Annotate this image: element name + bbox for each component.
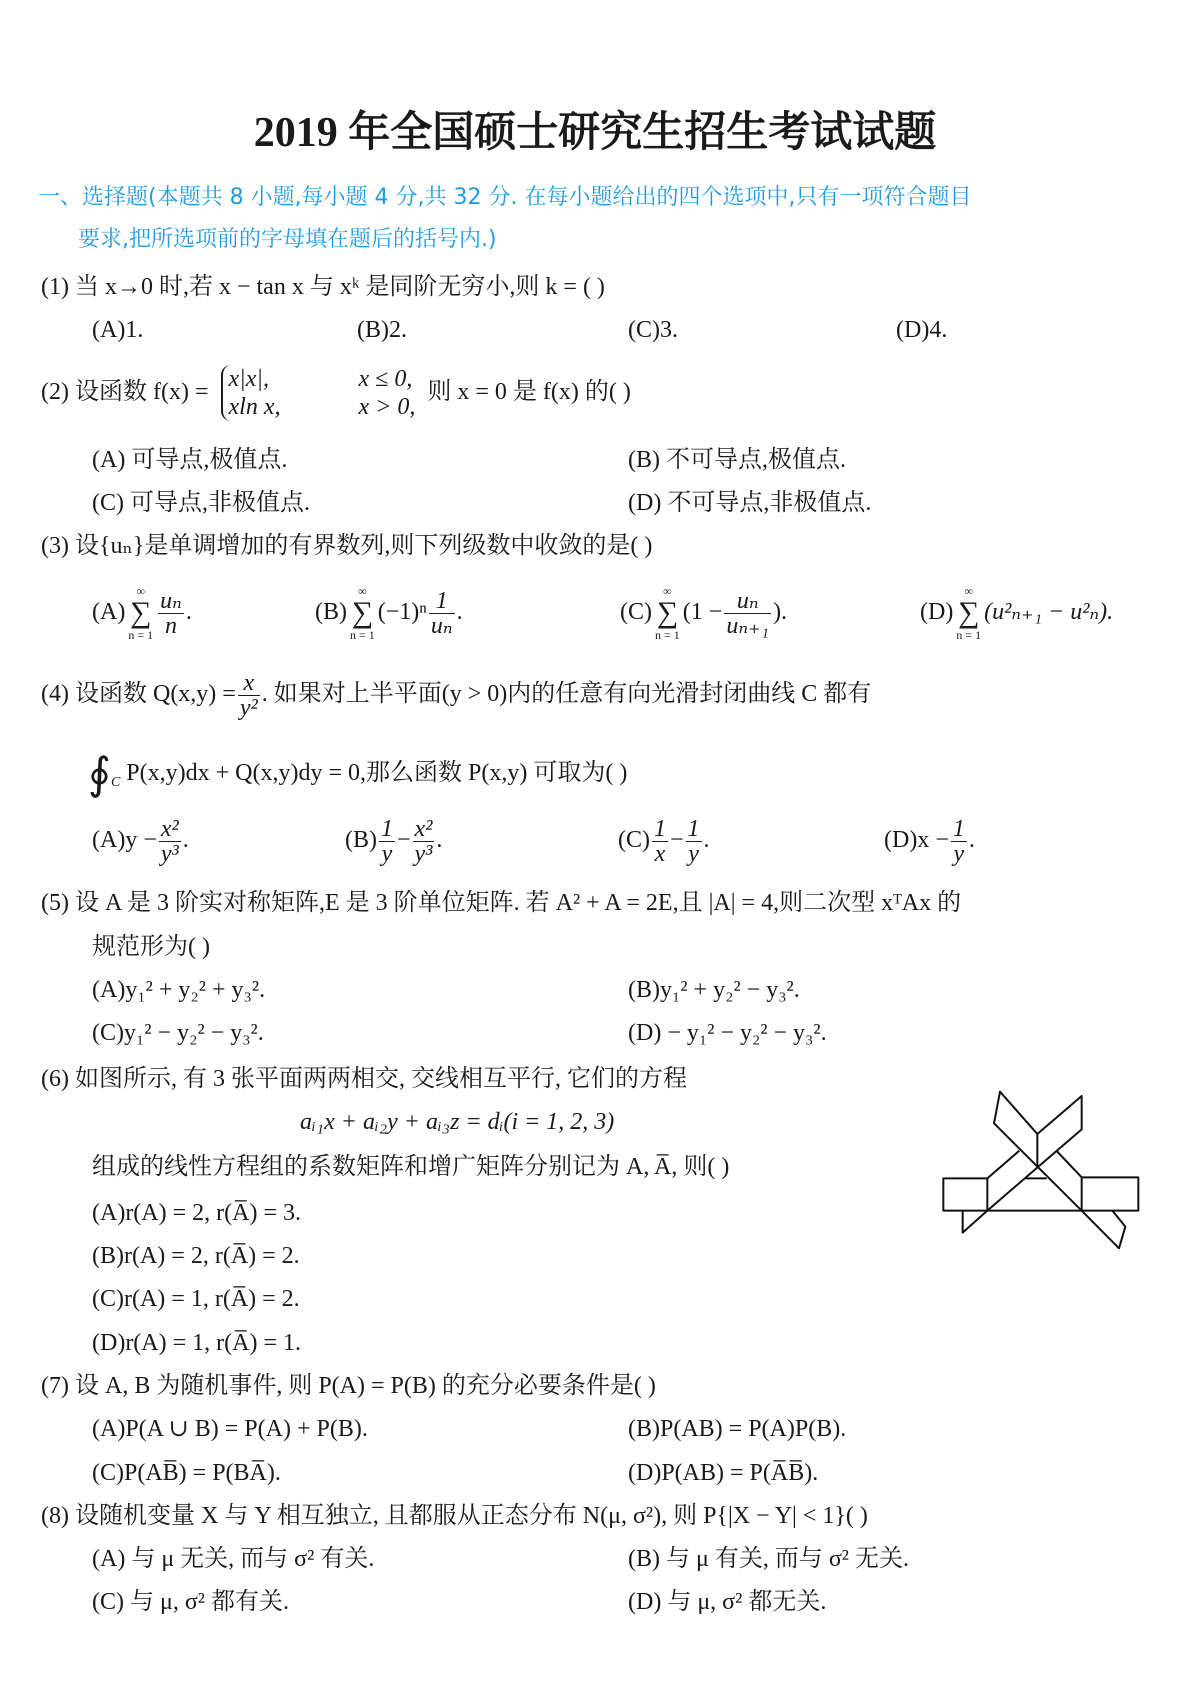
q5-stem-cont: 规范形为( ): [92, 934, 210, 960]
q6-equation: aᵢ₁x + aᵢ₂y + aᵢ₃z = dᵢ(i = 1, 2, 3): [300, 1109, 615, 1135]
q2-stem-post: 则 x = 0 是 f(x) 的( ): [427, 379, 631, 405]
q6-stem: (6) 如图所示, 有 3 张平面两两相交, 交线相互平行, 它们的方程: [41, 1066, 687, 1092]
q5-option-c: (C)y₁² − y₂² − y₃².: [92, 1020, 264, 1046]
q1-stem: (1) 当 x→0 时,若 x − tan x 与 xᵏ 是同阶无穷小,则 k = ( ): [41, 274, 605, 300]
q1-option-c: (C)3.: [628, 317, 678, 343]
q3-option-a: (A) ∞ ∑ n = 1 $\frac{\text{uₙ}}{n}$ .: [92, 584, 192, 643]
q8-stem: (8) 设随机变量 X 与 Y 相互独立, 且都服从正态分布 N(μ, σ²), 则 P{|X − Y| < 1}( ): [41, 1503, 868, 1529]
q7-option-d: (D)P(AB) = P(A̅B̅).: [628, 1460, 819, 1486]
q2-stem: [41, 362, 631, 422]
q2-option-b: (B) 不可导点,极值点.: [628, 447, 846, 473]
case-2-expr: xln x,: [228, 394, 281, 421]
case-2-cond: x > 0,: [358, 394, 416, 421]
fraction: $\frac{x}{\text{y²}}$: [239, 669, 258, 721]
q8-option-c: (C) 与 μ, σ² 都有关.: [92, 1589, 289, 1615]
q4-option-d: (D)x − $\frac{1}{y}$ .: [884, 815, 975, 867]
fraction: $\frac{\text{uₙ}}{\text{uₙ₊₁}}$: [726, 587, 770, 639]
sum-symbol: ∞ ∑ n = 1: [956, 584, 982, 643]
q8-option-b: (B) 与 μ 有关, 而与 σ² 无关.: [628, 1546, 909, 1572]
q6-option-d: (D)r(A) = 1, r(A̅) = 1.: [92, 1330, 302, 1356]
sum-symbol: ∞ ∑ n = 1: [655, 584, 680, 643]
q6-option-c: (C)r(A) = 1, r(A̅) = 2.: [92, 1286, 300, 1312]
q6-option-b: (B)r(A) = 2, r(A̅) = 2.: [92, 1243, 300, 1269]
case-1-expr: x|x|,: [228, 366, 269, 393]
case-1-cond: x ≤ 0,: [358, 366, 413, 393]
q3-option-b: (B) ∞ ∑ n = 1 (−1)ⁿ $\frac{1}{\text{uₙ}}$ .: [315, 584, 463, 643]
q7-option-b: (B)P(AB) = P(A)P(B).: [628, 1416, 847, 1442]
q2-option-c: (C) 可导点,非极值点.: [92, 490, 310, 516]
section-heading: 一、选择题(本题共 8 小题,每小题 4 分,共 32 分. 在每小题给出的四个选项中,只有一项符合题目: [38, 185, 972, 210]
q1-option-a: (A)1.: [92, 317, 144, 343]
q8-option-d: (D) 与 μ, σ² 都无关.: [628, 1589, 827, 1615]
q2-option-a: (A) 可导点,极值点.: [92, 447, 288, 473]
q3-stem: (3) 设{uₙ}是单调增加的有界数列,则下列级数中收敛的是( ): [41, 533, 653, 559]
q8-option-a: (A) 与 μ 无关, 而与 σ² 有关.: [92, 1546, 375, 1572]
q4-option-c: (C) $\frac{1}{x}$ − $\frac{1}{y}$ .: [618, 815, 710, 867]
q7-option-a: (A)P(A ∪ B) = P(A) + P(B).: [92, 1416, 368, 1442]
q4-integral-line: $∮_C$ P(x,y)dx + Q(x,y)dy = 0,那么函数 P(x,y) 可取为( ): [88, 749, 628, 799]
sum-symbol: ∞ ∑ n = 1: [350, 584, 375, 643]
fraction: $\frac{\text{uₙ}}{n}$: [160, 587, 182, 639]
contour-integral-icon: ∮: [88, 749, 111, 799]
sum-symbol: ∞ ∑ n = 1: [128, 584, 154, 643]
q5-option-d: (D) − y₁² − y₂² − y₃².: [628, 1020, 827, 1046]
q7-stem: (7) 设 A, B 为随机事件, 则 P(A) = P(B) 的充分必要条件是( ): [41, 1373, 656, 1399]
q7-option-c: (C)P(AB̅) = P(BA̅).: [92, 1460, 281, 1486]
q1-option-b: (B)2.: [357, 317, 407, 343]
q2-piecewise: [221, 365, 416, 421]
option-label: (C): [620, 599, 652, 625]
q5-option-a: (A)y₁² + y₂² + y₃².: [92, 977, 266, 1003]
q3-option-d: (D) ∞ ∑ n = 1 (u²ₙ₊₁ − u²ₙ).: [920, 584, 1114, 643]
q4-option-b: (B) $\frac{1}{y}$ − $\frac{\text{x²}}{\text{y³}}$ .: [345, 815, 443, 867]
page-title: 2019 年全国硕士研究生招生考试试题: [253, 110, 937, 156]
three-planes-figure: [900, 1080, 1190, 1280]
option-label: (A): [92, 599, 126, 625]
option-label: (D): [920, 599, 954, 625]
q2-option-d: (D) 不可导点,非极值点.: [628, 490, 872, 516]
fraction: $\frac{1}{\text{uₙ}}$: [430, 587, 453, 639]
q6-stem-cont: 组成的线性方程组的系数矩阵和增广矩阵分别记为 A, A̅, 则( ): [92, 1154, 730, 1180]
q6-option-a: (A)r(A) = 2, r(A̅) = 3.: [92, 1200, 302, 1226]
q1-option-d: (D)4.: [896, 317, 948, 343]
q3-option-c: (C) ∞ ∑ n = 1 (1 − $\frac{\text{uₙ}}{\text{uₙ₊₁}}$ ).: [620, 584, 788, 643]
q4-option-a: (A)y − $\frac{\text{x²}}{\text{y³}}$ .: [92, 815, 189, 867]
q5-option-b: (B)y₁² + y₂² − y₃².: [628, 977, 800, 1003]
q2-stem-pre: (2) 设函数 f(x) =: [41, 379, 209, 405]
q4-stem: (4) 设函数 Q(x,y) = $\frac{x}{\text{y²}}$ . 如果对上半平面(y > 0)内的任意有向光滑封闭曲线 C 都有: [41, 669, 872, 721]
q5-stem: (5) 设 A 是 3 阶实对称矩阵,E 是 3 阶单位矩阵. 若 A² + A = 2E,且 |A| = 4,则二次型 xᵀAx 的: [41, 890, 962, 916]
option-label: (B): [315, 599, 347, 625]
section-heading-cont: 要求,把所选项前的字母填在题后的括号内.): [78, 227, 497, 252]
